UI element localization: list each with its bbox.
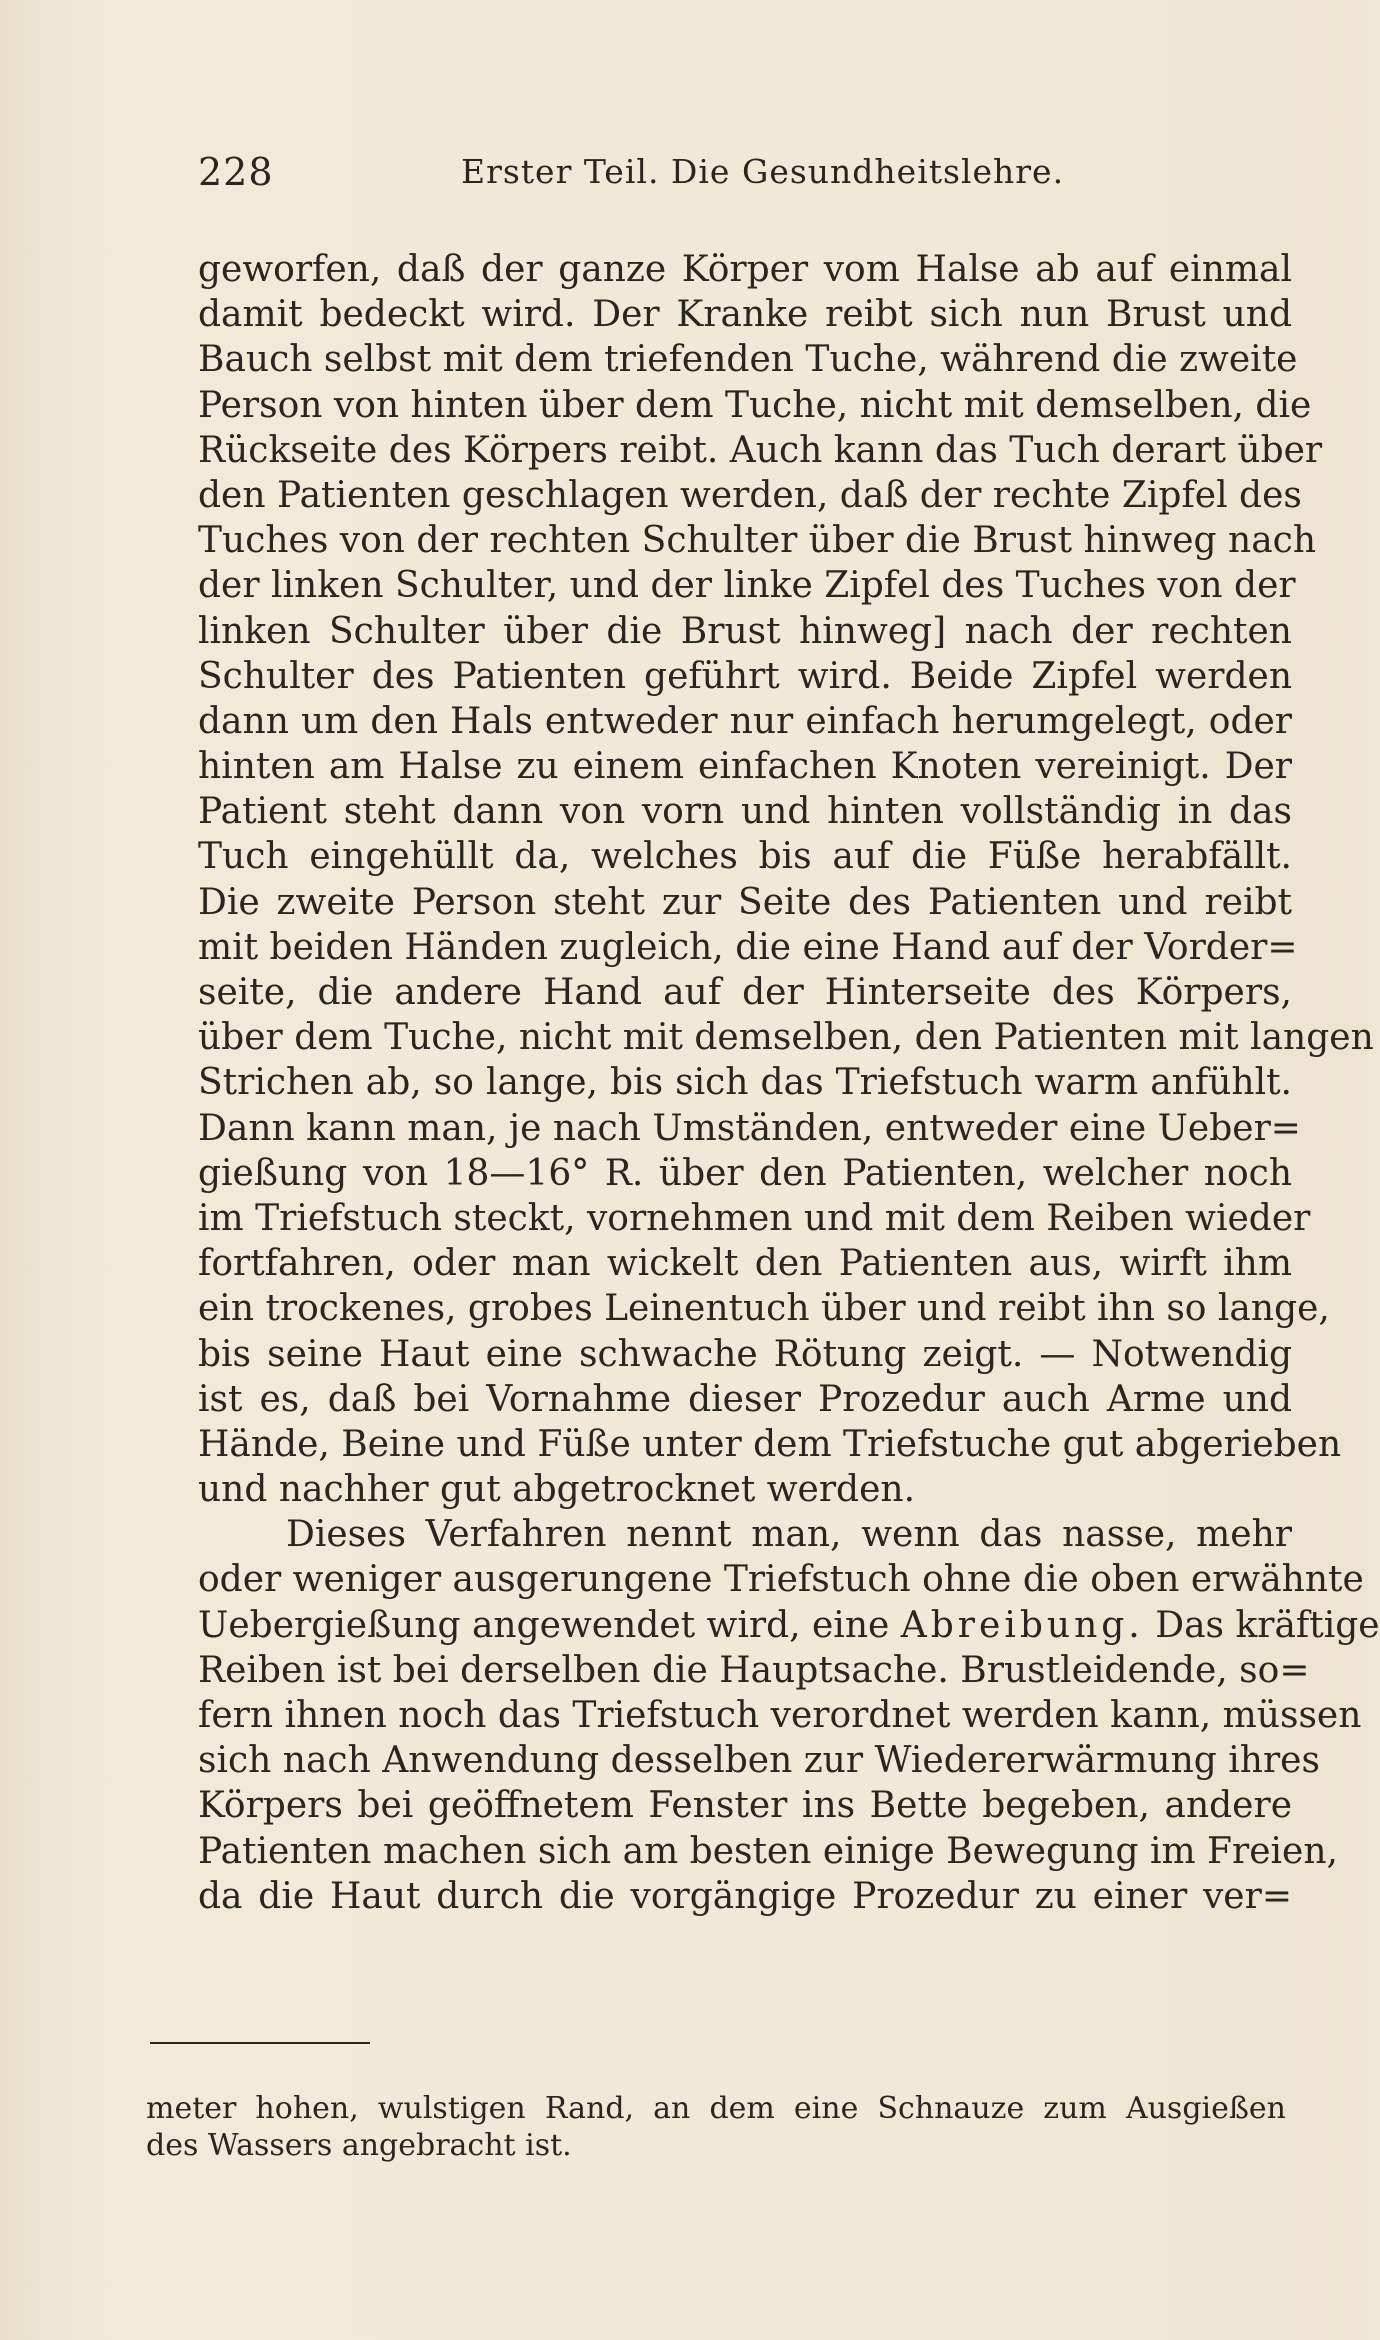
text-line: Person von hinten über dem Tuche, nicht mit demselben, die [198, 384, 1312, 426]
text-line: und nachher gut abgetrocknet werden. [198, 1469, 916, 1511]
text-line: Die zweite Person steht zur Seite des Patienten und reibt [198, 881, 1292, 923]
text-segment: Das kräftige [1155, 1604, 1380, 1646]
text-line: linken Schulter über die Brust hinweg] nach der rechten [198, 610, 1292, 652]
text-line: Tuches von der rechten Schulter über die Brust hinweg nach [198, 520, 1317, 562]
text-segment: Uebergießung angewendet wird, eine [198, 1604, 890, 1646]
text-line: dann um den Hals entweder nur einfach herumgelegt, oder [198, 700, 1292, 742]
text-line: fern ihnen noch das Triefstuch verordnet werden kann, müssen [198, 1695, 1362, 1736]
emphasized-term: Abreibung. [900, 1604, 1144, 1646]
text-line: Strichen ab, so lange, bis sich das Triefstuch warm anfühlt. [198, 1062, 1292, 1104]
text-line: damit bedeckt wird. Der Kranke reibt sich nun Brust und [198, 294, 1292, 336]
text-line: gießung von 18—16° R. über den Patienten, welcher noch [198, 1152, 1292, 1194]
running-title: Erster Teil. Die Gesundheitslehre. [461, 152, 1065, 191]
text-line: Reiben ist bei derselben die Hauptsache. Brustleidende, so= [198, 1649, 1310, 1691]
text-line: Bauch selbst mit dem triefenden Tuche, während die zweite [198, 339, 1298, 381]
text-line: im Triefstuch steckt, vornehmen und mit dem Reiben wieder [198, 1197, 1311, 1239]
text-line: sich nach Anwendung desselben zur Wiedererwärmung ihres [198, 1740, 1320, 1782]
text-line: Rückseite des Körpers reibt. Auch kann das Tuch derart über [198, 429, 1323, 471]
paragraph-start-line: Dieses Verfahren nennt man, wenn das nasse, mehr [286, 1514, 1292, 1556]
text-line: fortfahren, oder man wickelt den Patienten aus, wirft ihm [198, 1243, 1292, 1285]
page-header [198, 150, 1298, 210]
text-line-with-emphasis [198, 1603, 1380, 1648]
text-line: Dann kann man, je nach Umständen, entweder eine Ueber= [198, 1107, 1301, 1149]
text-line: Patient steht dann von vorn und hinten vollständig in das [198, 791, 1292, 833]
text-line: mit beiden Händen zugleich, die eine Hand auf der Vorder= [198, 926, 1298, 968]
text-line: ist es, daß bei Vornahme dieser Prozedur auch Arme und [198, 1378, 1292, 1420]
text-line: ein trockenes, grobes Leinentuch über und reibt ihn so lange, [198, 1288, 1330, 1330]
text-line: den Patienten geschlagen werden, daß der rechte Zipfel des [198, 474, 1302, 516]
text-line: seite, die andere Hand auf der Hinterseite des Körpers, [198, 972, 1292, 1013]
text-line: bis seine Haut eine schwache Rötung zeigt. — Notwendig [198, 1333, 1292, 1375]
text-line: Hände, Beine und Füße unter dem Triefstuche gut abgerieben [198, 1423, 1342, 1465]
text-line: geworfen, daß der ganze Körper vom Halse ab auf einmal [198, 249, 1292, 290]
text-line: über dem Tuche, nicht mit demselben, den Patienten mit langen [198, 1017, 1374, 1059]
page-number: 228 [198, 150, 274, 194]
footnote-divider [150, 2042, 370, 2044]
body-text [198, 247, 1380, 1919]
text-line: Tuch eingehüllt da, welches bis auf die Füße herabfällt. [198, 836, 1292, 878]
text-line: Schulter des Patienten geführt wird. Beide Zipfel werden [198, 655, 1292, 697]
text-line: Patienten machen sich am besten einige Bewegung im Freien, [198, 1830, 1338, 1872]
footnote-line: des Wassers angebracht ist. [146, 2128, 572, 2163]
text-line: da die Haut durch die vorgängige Prozedur zu einer ver= [198, 1875, 1292, 1917]
text-line: hinten am Halse zu einem einfachen Knoten vereinigt. Der [198, 746, 1292, 788]
text-line: der linken Schulter, und der linke Zipfel des Tuches von der [198, 565, 1296, 607]
footnote-line: meter hohen, wulstigen Rand, an dem eine Schnauze zum Ausgießen [146, 2091, 1286, 2126]
footnote [146, 2090, 1286, 2164]
text-line: oder weniger ausgerungene Triefstuch ohne die oben erwähnte [198, 1559, 1364, 1601]
text-line: Körpers bei geöffnetem Fenster ins Bette begeben, andere [198, 1785, 1292, 1827]
